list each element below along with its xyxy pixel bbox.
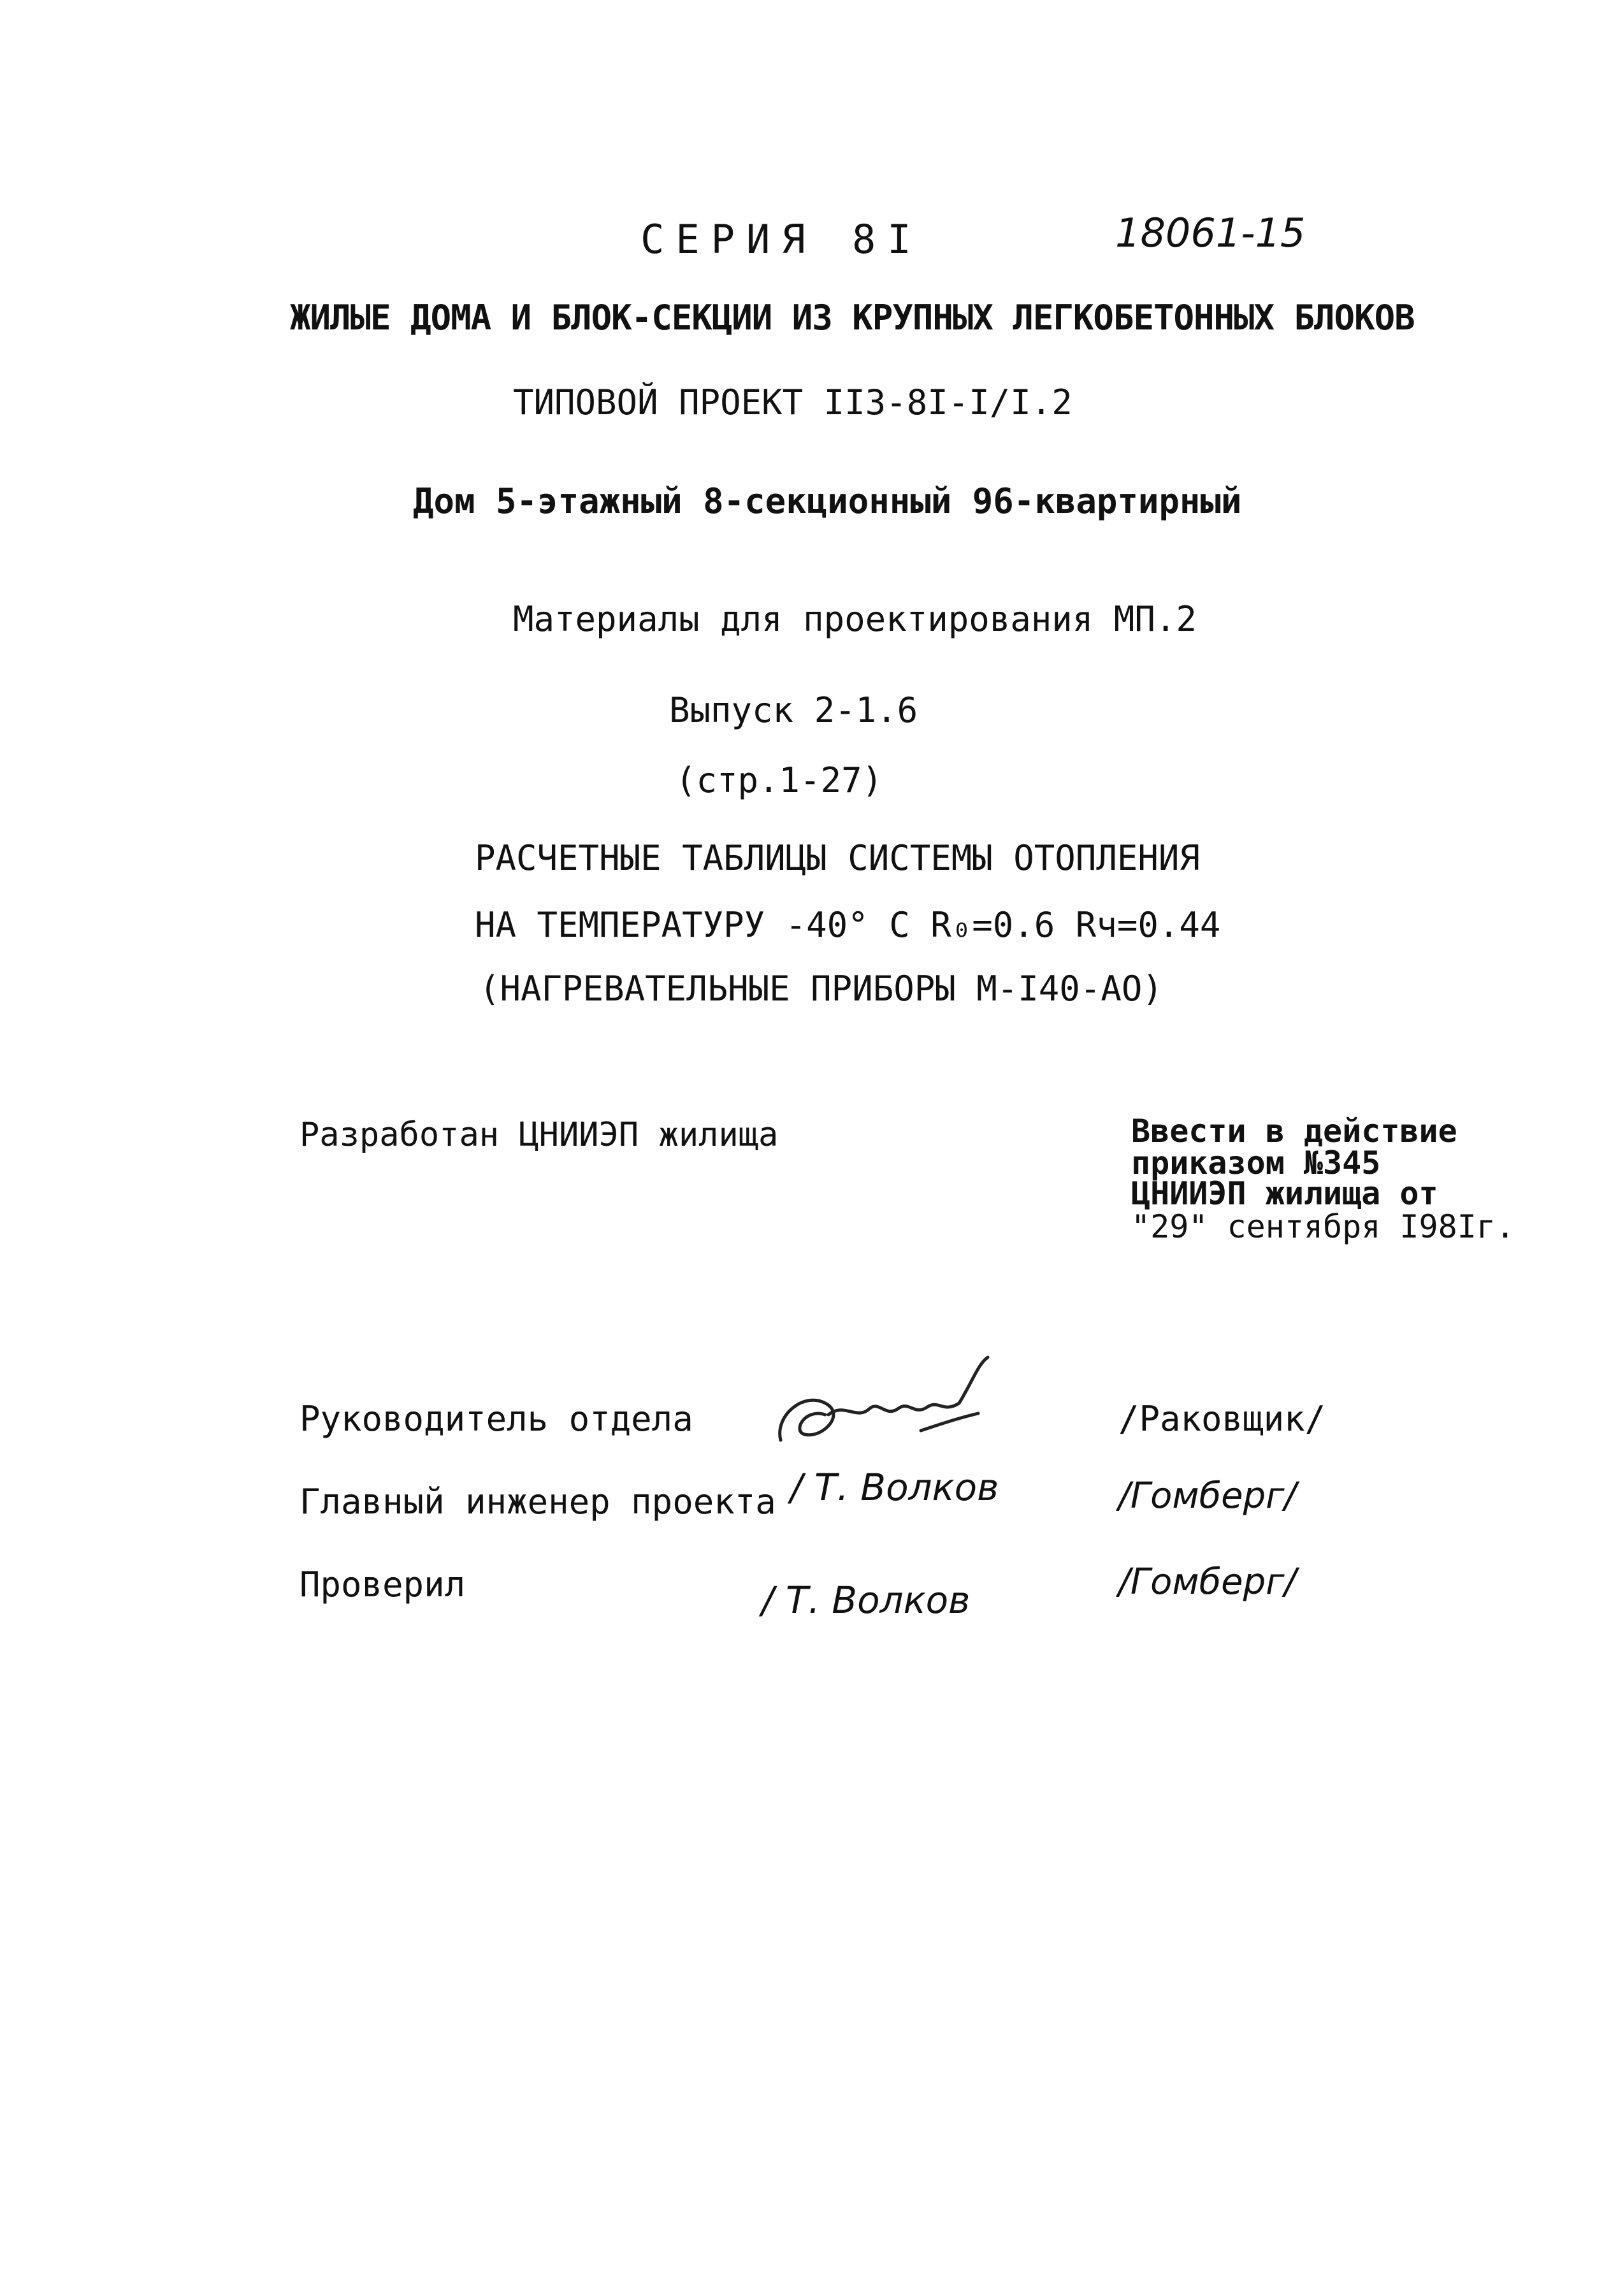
name-checked-by: /Гомберг/ [1118,1561,1297,1603]
role-head-of-department: Руководитель отдела [300,1399,693,1439]
role-chief-engineer: Главный инженер проекта [300,1482,776,1522]
developer-note: Разработан ЦНИИЭП жилища [300,1116,779,1154]
introduce-line-2: приказом №345 [1131,1144,1381,1181]
issue-line: Выпуск 2-1.6 [669,690,918,730]
subject-line-2: НА ТЕМПЕРАТУРУ -40° С R₀=0.6 Rч=0.44 [475,905,1221,945]
pages-line: (стр.1-27) [675,760,883,800]
subject-line-1: РАСЧЕТНЫЕ ТАБЛИЦЫ СИСТЕМЫ ОТОПЛЕНИЯ [475,838,1200,878]
title-line-1: ЖИЛЫЕ ДОМА И БЛОК-СЕКЦИИ ИЗ КРУПНЫХ ЛЕГКОБЕТОННЫХ БЛОКОВ [290,298,1415,338]
introduce-line-4: "29" сентября I98Iг. [1131,1208,1515,1245]
series-heading: СЕРИЯ 8I [640,216,923,263]
name-chief-engineer: /Гомберг/ [1118,1475,1297,1517]
handwritten-code: 18061-15 [1115,210,1306,256]
signature-checked-by: / Т. Волков [762,1578,971,1622]
name-head-of-department: /Раковщик/ [1118,1399,1326,1439]
title-line-2: ТИПОВОЙ ПРОЕКТ II3-8I-I/I.2 [513,382,1073,422]
title-line-4: Материалы для проектирования МП.2 [513,599,1197,639]
role-checked-by: Проверил [300,1564,466,1605]
title-line-3: Дом 5-этажный 8-секционный 96-квартирный [413,481,1242,521]
signature-head-of-department [768,1345,997,1459]
introduce-line-3: ЦНИИЭП жилища от [1131,1175,1438,1212]
signature-chief-engineer: / Т. Волков [790,1466,999,1509]
subject-line-3: (НАГРЕВАТЕЛЬНЫЕ ПРИБОРЫ М-I40-АО) [479,969,1163,1009]
introduce-line-1: Ввести в действие [1131,1113,1457,1150]
